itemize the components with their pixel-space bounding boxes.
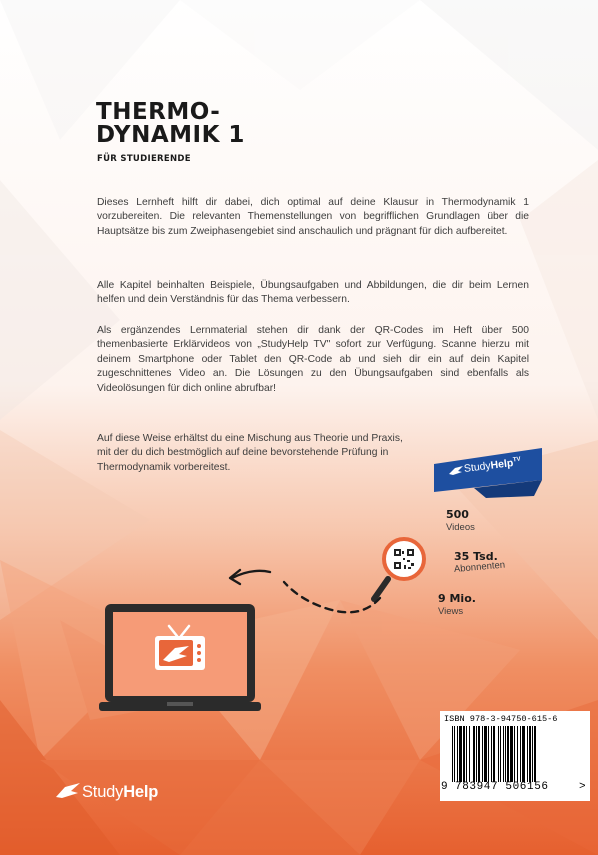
barcode-bar: [491, 726, 492, 782]
stat-videos-value: 500: [446, 508, 469, 521]
paragraph-3: Als ergänzendes Lernmaterial stehen dir dank der QR-Codes im Heft über 500 themenbasierte Erklärvideos von „StudyHelp TV" sofort zur Verfügung. Scanne hierzu mit deinem Smartphone oder Tablet den QR-Code ab und sieh dir ein auf dein Kapitel zugeschnittenes Video an. Die Lösungen zu den Übungsaufgaben sind ebenfalls als Videolösungen für dich online abrufbar!: [97, 325, 529, 394]
book-title: [96, 101, 245, 147]
barcode-bar: [457, 726, 458, 782]
barcode-bar: [463, 726, 465, 782]
barcode-bar: [488, 726, 489, 782]
ean-arrow: >: [579, 781, 586, 793]
title-line-2: DYNAMIK 1: [96, 122, 245, 148]
barcode-bar: [469, 726, 470, 782]
barcode-bar: [452, 726, 453, 782]
barcode-bar: [532, 726, 533, 782]
paragraph-4: Auf diese Weise erhältst du eine Mischung aus Theorie und Praxis, mit der du dich bestmöglich auf deine bevorstehende Prüfung in Thermodynamik vorbereitest.: [97, 433, 403, 473]
title-line-1: THERMO-: [96, 99, 221, 125]
barcode-bars: [452, 726, 576, 782]
ean-first-digit: 9: [441, 781, 448, 793]
barcode-bar: [510, 726, 513, 782]
barcode-bar: [459, 726, 462, 782]
paragraph-2: Alle Kapitel beinhalten Beispiele, Übungsaufgaben und Abbildungen, die dir beim Lernen helfen und dein Verständnis für das Thema verbessern.: [97, 280, 529, 306]
barcode-bar: [522, 726, 525, 782]
barcode-bar: [498, 726, 499, 782]
barcode-bar: [493, 726, 495, 782]
barcode-bar: [476, 726, 477, 782]
studyhelp-logo-bird-icon: [56, 783, 80, 799]
studyhelp-bird-icon: [449, 466, 463, 476]
stat-videos-label: Videos: [446, 522, 475, 533]
book-subtitle: FÜR STUDIERENDE: [97, 154, 191, 164]
barcode-bar: [500, 726, 501, 782]
laptop-tv-icon: [99, 604, 267, 716]
logo-study: Study: [82, 783, 124, 801]
barcode-bar: [534, 726, 536, 782]
barcode-bar: [517, 726, 518, 782]
barcode-bar: [454, 726, 455, 782]
barcode-bar: [529, 726, 531, 782]
barcode-bar: [478, 726, 480, 782]
logo-help: Help: [123, 783, 159, 801]
paragraph-1: Dieses Lernheft hilft dir dabei, dich optimal auf deine Klausur in Thermodynamik 1 vorzubereiten. Die relevanten Themenstellungen von begrifflichen Grundlagen über die Hauptsätze bis zum Zweiphasengebiet sind anschaulich und prägnant für dich aufbereitet.: [97, 197, 529, 237]
badge-tv: TV: [512, 456, 521, 464]
barcode-bar: [466, 726, 467, 782]
barcode-bar: [503, 726, 504, 782]
barcode-bar: [482, 726, 483, 782]
badge-study: Study: [463, 459, 492, 475]
barcode-bar: [514, 726, 515, 782]
barcode-bar: [505, 726, 506, 782]
barcode-bar: [507, 726, 509, 782]
badge-help: Help: [489, 456, 514, 472]
stat-subscribers-label: Abonnenten: [453, 559, 506, 575]
studyhelp-logo: [82, 783, 158, 802]
barcode-bar: [520, 726, 521, 782]
barcode-bar: [473, 726, 475, 782]
barcode-bar: [527, 726, 528, 782]
barcode-bar: [484, 726, 487, 782]
stat-subscribers-value: 35 Tsd.: [454, 550, 498, 563]
ean-digits: 783947 506156: [455, 781, 549, 793]
stat-views-label: Views: [438, 606, 464, 617]
isbn-text: ISBN 978-3-94750-615-6: [444, 714, 558, 724]
stat-views-value: 9 Mio.: [438, 592, 476, 605]
